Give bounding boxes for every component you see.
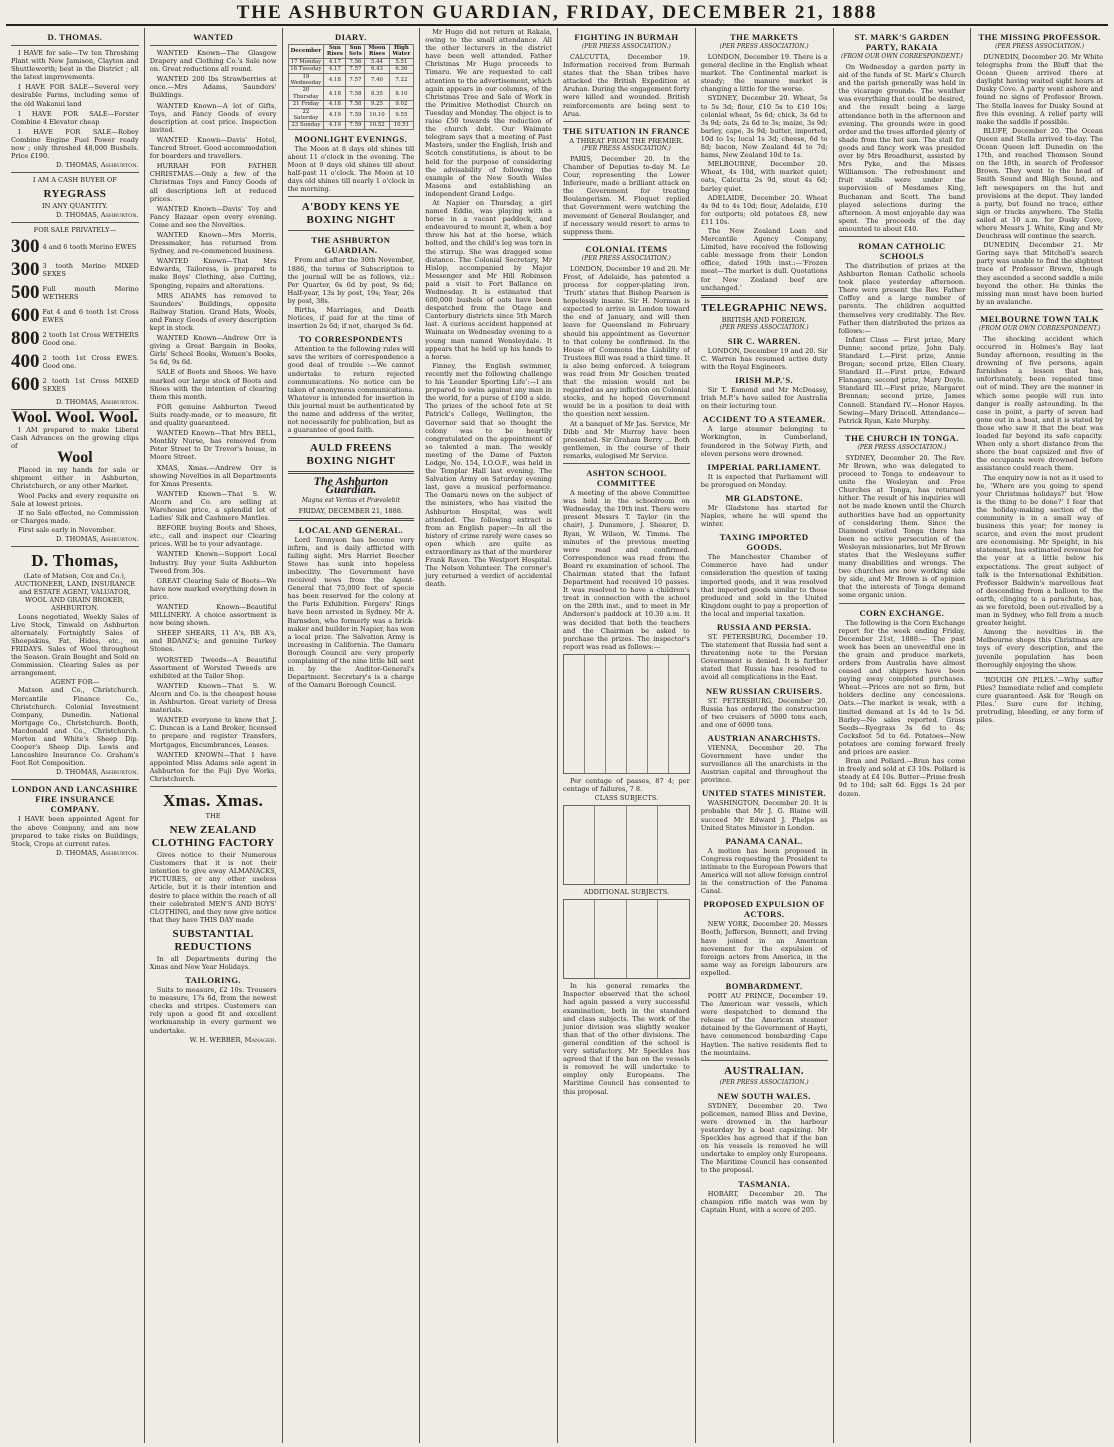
- insurance-heading: LONDON AND LANCASHIRE FIRE INSURANCE COMPANY.: [11, 784, 138, 815]
- russia-heading: RUSSIA AND PERSIA.: [716, 621, 812, 632]
- wool-heading: Wool. Wool. Wool.: [11, 408, 138, 426]
- markets-text: LONDON, December 19. There is a general decline in the English wheat market. The Continental market is steady; the manure market is changing a little for the worse.: [700, 53, 828, 94]
- table-row: 23 Sunday 4.19 7.59 10.52 10.51: [288, 122, 414, 129]
- colonial-text: LONDON, December 19 and 20. Mr Frost, of Adelaide, has patented a process for copper-plating iron. ‘Truth’ states that Bishop Pearson is hopelessly insane. Sir H. Norman is expected to arrive in London toward the end of January, and will then leave for Queensland in February should his appointment as Governor to that colony be confirmed. In the House of Commons the Liability of Trustees Bill was read a third time. It is also being enforced. A telegram was read from Mr Goschen treated that the mission would not be regarded as any infliction on Colonial stocks, and he hoped Government would be in a position to deal with the question next session.: [563, 264, 690, 419]
- wanted-ad: WANTED Known—Davis' Hotel, Tancred Street. Good accommodation for boarders and travellers.: [149, 135, 277, 161]
- markets-heading: THE MARKETS: [730, 32, 799, 42]
- results-table: [563, 654, 690, 774]
- insurance-text: I HAVE been appointed Agent for the above Company, and am now prepared to take risks on Buildings, Stock, Crops at current rates.: [11, 815, 139, 848]
- table-row: 17 Monday 4.17 7.56 5.44 5.51: [288, 58, 414, 65]
- class-subjects-table: [563, 805, 690, 885]
- sheep-item: 300 3 tooth Merino MIXED SEXES: [11, 258, 139, 280]
- column-4: [419, 28, 557, 1443]
- reductions-heading: SUBSTANTIAL REDUCTIONS: [172, 927, 254, 953]
- colonial-heading: COLONIAL ITEMS: [585, 243, 668, 254]
- table-row: 21 Friday 4.18 7.58 9.25 9.02: [288, 101, 414, 108]
- wanted-ad: WANTED Known—A lot of Gifts, Toys, and Fancy Goods of every description at cost price. Inspection invited.: [149, 101, 277, 134]
- wanted-ad: WANTED Known—Mrs Morris, Dressmaker, has returned from Sydney, and re-commenced business.: [149, 230, 277, 256]
- ryegrass-heading: RYEGRASS: [43, 188, 107, 201]
- ad-farms: I HAVE FOR SALE—Several very desirable Farms, including some of the old Wakanui land: [11, 83, 139, 108]
- news-text: Mr Hugo did not return at Rakaia, owing to the small attendance. All the other lecturers in the district have been well attended. Father Christmas Mr Hugo proceeds to Timaru. We are requested to call attention to the advertisement, which again appears in our columns, of the Christmas Tree and Sale of Work in the Primitive Methodist Church on Tuesday and Monday. The object is to raise £50 towards the reduction of the church debt. Our Waimate telegram says that a meeting of Past Masters, under the English, Irish and Scotch constitutions, is about to be held for the purpose of considering the advisability of following the example of the New South Wales Masons and establishing an independent Grand Lodge.: [425, 28, 552, 198]
- table-row: 18 Tuesday 4.17 7.57 6.43 6.36: [288, 66, 414, 73]
- guardian-text: From and after the 30th November, 1886, the terms of Subscription to the journal will be as follows, viz.: Per Quarter, 6s 6d by post, 9s 6d; Half-year, 13s by post, 19s; Year, 26s by post, 38s.: [287, 256, 415, 305]
- wool-advance: I AM prepared to make Liberal Cash Advances on the growing clips of: [11, 425, 139, 451]
- melbourne-text-2: The enquiry now is not as it used to be, ‘Where are you going to spend your Christmas holidays?’ but ‘How is the thing to be done?’ I fear that the holiday-making section of the community is in a small way of business this year; for money is scarce, and even the most prudent are economising. Mr Speight, in his statement, has estimated revenue for the year at a little below his expectations. The great subject of talk is the International Exhibition. Professor Baldwin's marvellous feat of descending from a balloon to the earth, clinging to a parachute, has, as we foretold, been out-rivalled by a man in Sydney, who fell from a much greater height.: [976, 473, 1103, 628]
- fig-note: Per centage of passes, 87 4; per centage of failures, 7 8.: [563, 776, 690, 793]
- tailoring-heading: TAILORING.: [185, 975, 241, 986]
- france-heading: THE SITUATION IN FRANCE: [563, 125, 690, 136]
- wanted-ad: HURRAH FOR FATHER CHRISTMAS.—Only a few of the Christmas Toys and Fancy Goods of all descriptions left at reduced prices.: [149, 162, 277, 203]
- panama-text: A motion has been proposed in Congress requesting the President to intimate to the European Powers that America will not allow foreign control in the construction of the Panama Canal.: [700, 846, 828, 896]
- class-subjects: CLASS SUBJECTS.: [594, 794, 659, 803]
- wanted-ad: SALE of Boots and Shoes. We have marked our large stock of Boots and Shoes with the intention of clearing them this month.: [149, 368, 277, 401]
- tasmania-text: HOBART, December 20. The champion rifle match was won by Captain Hunt, with a score of 205.: [700, 1189, 828, 1214]
- burmah-text: CALCUTTA, December 19. Information received from Burmah states that the Shan tribes have attacked the British Expedition at Aruhan. During the engagement forty were killed and wounded. British reinforcements are being sent to Arua.: [563, 53, 690, 118]
- evenings-text: The Moon at 8 days old shines till about 11 o'clock in the evening. The Moon at 9 days old shines till about half-past 11 o'clock. The Moon at 10 days old shines till nearly 1 o'clock in the morning.: [287, 144, 415, 194]
- tonga-text: SYDNEY, December 20. The Rev. Mr Brown, who was delegated to proceed to Tonga to endeavour to unite the Wesleyan and Free Churches at Tonga, has returned hither. The result of his inquiries will not be made known until the Church authorities have had an opportunity of considering them. Since the Diamond visited Tonga there has been no active persecution of the Wesleyan missionaries, but Mr Brown states that the Wesleyans suffer many disabilities and wrongs. The two churches are now working side by side, and Mr Brown is of opinion that the interests of Tonga demand some organic union.: [838, 453, 966, 600]
- factory-text: Gives notice to their Numerous Customers that it is not their intention to give away ALMANACKS, PICTURES, or any other useless Article, but it is their intention and desire to place within the reach of all their celebrated MEN'S AND BOYS' CLOTHING, and they now give notice that they have THIS DAY made: [149, 851, 277, 924]
- corr-heading: TO CORRESPONDENTS: [298, 334, 403, 345]
- diary-table: December Sun Rises Sun Sets Moon Rises High Water 17 Monday 4.17 7.56 5.44 5.51 18 Tuesday 4.17 7.57 6.43 6.36 19 Wednesday 4.18 7.57 7.40 7.22 20 Thursday 4.18 7.58 8.35 8.10 21 Friday 4.18 7.58 9.25 9.02 22 Saturday 4.19 7.59 10.10 9.55 23 Sunday 4.19 7.59 10.52 10.51: [288, 44, 415, 130]
- tasmania-heading: TASMANIA.: [738, 1178, 791, 1189]
- corr-text: Attention to the following rules will save the writers of correspondence a good deal of trouble :—We cannot undertake to return rejected communications. No notice can be taken of anonymous communications. Whatever is intended for insertion in this journal must be authenticated by the name and address of the writer, not necessarily for publication, but as a guarantee of good faith.: [287, 345, 415, 435]
- fete-sub: (FROM OUR OWN CORRESPONDENT.): [841, 53, 963, 60]
- wanted-ad: WORSTED Tweeds—A Beautiful Assortment of Worsted Tweeds are exhibited at the Tailor Shop.: [149, 655, 277, 680]
- sheep-item: 600 Fat 4 and 6 tooth 1st Cross EWES: [11, 304, 139, 326]
- tonga-heading: THE CHURCH IN TONGA.: [845, 432, 959, 443]
- thomas-sub: (Late of Matson, Cox and Co.),: [23, 572, 126, 581]
- signature: D. THOMAS, Ashburton.: [55, 535, 139, 543]
- column-2: [144, 28, 282, 1443]
- column-6: [695, 28, 833, 1443]
- wool-big: Wool: [57, 449, 93, 467]
- parliament-heading: IMPERIAL PARLIAMENT.: [707, 461, 821, 472]
- nameplate: The Ashburton Guardian.: [313, 474, 389, 497]
- signature: D. THOMAS, Ashburton.: [55, 848, 139, 857]
- bombardment-text: PORT AU PRINCE, December 19. The American war vessels, which were despatched to demand the release of the American steamer detained by the Government of Hayti, have commenced bombarding Cape Haytien. The native residents fled to the mountains.: [700, 991, 828, 1057]
- wanted-ad: WANTED Known—That S. W. Alcorn and Co. are selling at Warehouse price, a splendid lot of Ladies' Silk and Cashmere Mantles.: [149, 489, 277, 523]
- wanted-ad: WANTED everyone to know that J. C. Duncan is a Land Broker, licensed to prepare and register Transfers, Mortgages, Encumbrances, Leases.: [149, 716, 277, 749]
- irish-text: Sir T. Esmond and Mr McDeassy, Irish M.P.'s have sailed for Australia on their lecturing tour.: [700, 386, 828, 411]
- minister-text: WASHINGTON, December 20. It is probable that Mr J. G. Blaine will succeed Mr Edward J. Phelps as United States Minister in London.: [700, 799, 828, 832]
- factory-pre: THE: [205, 811, 221, 820]
- column-1: [6, 28, 144, 1443]
- anarchists-heading: AUSTRIAN ANARCHISTS.: [707, 732, 821, 743]
- ashton-text: A meeting of the above Committee was held in the schoolroom on Wednesday, the 19th inst. There were present Messrs T. Taylor (in the chair), J. Dunsmore, J. Shearer, D. Ryan, W. Wilson, W. Timms. The minutes of the previous meeting were read and confirmed. Correspondence was read from the Board re examination of school. The Chairman stated that the Infant Department had received 10 passes. It was resolved to have a children's treat in connection with the school on the 28th inst., and to meet in Mr Anderson's paddock at 10.30 a.m. It was decided that both the teachers and the Chairman be asked to purchase the prizes. The inspector's report was read as follows:—: [563, 489, 690, 651]
- melbourne-sub: (FROM OUR OWN CORRESPONDENT.): [978, 324, 1101, 332]
- wanted-ad: GREAT Clearing Sale of Boots—We have now marked everything down in price.: [149, 576, 277, 601]
- additional-subjects: ADDITIONAL SUBJECTS.: [583, 888, 670, 897]
- ashton-text-2: In his general remarks the Inspector observed that the school had again passed a very successful examination, both in the standard and class subjects. The work of the junior division was slightly weaker than that of the other divisions. The general condition of the school is very satisfactory. Mr Speckles has agreed that if the ban on the vessels is removed he will undertake to employ only Europeans. The Maritime Council has consented to this proposal.: [563, 982, 690, 1096]
- auld-heading: AULD FREENS BOXING NIGHT: [306, 442, 396, 468]
- sheep-item: 600 2 tooth 1st Cross MIXED SEXES: [11, 373, 139, 395]
- minister-heading: UNITED STATES MINISTER.: [702, 788, 827, 799]
- wanted-ad: WANTED Known—That S. W. Alcorn and Co. is the cheapest house in Ashburton. Great variety of Dress materials.: [149, 681, 277, 715]
- wanted-ad: WANTED Known—Beautiful MILLINERY. A choice assortment is now being shown.: [149, 603, 277, 628]
- sheep-item: 300 4 and 6 tooth Merino EWES: [11, 235, 137, 257]
- bombardment-heading: BOMBARDMENT.: [725, 980, 803, 991]
- columns: [6, 28, 1108, 1443]
- tailoring-text: Suits to measure, £2 10s. Trousers to measure, 17s 6d, from the newest checks and stripes. Customers can rely upon a good fit and excellent workmanship in every garment we undertake.: [149, 986, 277, 1035]
- wanted-ad: MRS ADAMS has removed to Saunders' Buildings, opposite Railway Station. Grand Hats, Wools, and Fancy Goods of every description kept in stock.: [149, 291, 277, 332]
- burmah-sub: (PER PRESS ASSOCIATION.): [581, 43, 671, 50]
- thomas-title: AUCTIONEER, LAND, INSURANCE and ESTATE AGENT, VALUATOR, WOOL AND GRAIN BROKER, ASHBURTON.: [14, 580, 136, 613]
- agent-list: Matson and Co., Christchurch. Mercantile Finance Co., Christchurch. Colonial Investment Company, Dunedin. National Mortgage Co., Christchurch. Booth, Macdonald and Co., Christchurch. Morton and White's Sheep Dip. Cooper's Sheep Dip. Lewis and Lancashire Insurance Co. Graham's Foot Rot Composition.: [11, 686, 139, 768]
- wanted-ad: BEFORE buying Boots and Shoes, etc., call and inspect our Clearing prices. Will be to your advantage.: [149, 524, 277, 549]
- masthead-title: THE ASHBURTON GUARDIAN, FRIDAY, DECEMBER 21, 1888: [236, 2, 878, 23]
- telegraphic-sub: BRITISH AND FOREIGN.: [721, 315, 807, 324]
- accident-text: A large steamer belonging to Workington, in Cumberland, foundered in the Solway Firth, and eleven persons were drowned.: [700, 425, 828, 458]
- ashton-heading: ASHTON SCHOOL COMMITTEE: [586, 468, 667, 489]
- boxing-heading: A'BODY KENS YE BOXING NIGHT: [301, 201, 401, 227]
- ryegrass-line-3: IN ANY QUANTITY.: [42, 202, 108, 211]
- wanted-heading: WANTED: [193, 32, 234, 42]
- column-8: [970, 28, 1108, 1443]
- wanted-ad: WANTED Known—That Mrs Edwards, Tailoress, is prepared to make Boys' Clothing, also Cutting, Sponging, repairs and alterations.: [149, 257, 277, 290]
- expulsion-heading: PROPOSED EXPULSION OF ACTORS.: [703, 899, 825, 920]
- telegraphic-sub-2: (PER PRESS ASSOCIATION.): [719, 323, 809, 331]
- wool-text: Placed in my hands for sale or shipment either in Ashburton, Christchurch, or any other Market.: [11, 466, 139, 491]
- local-heading: LOCAL AND GENERAL.: [298, 524, 404, 535]
- evenings-heading: MOONLIGHT EVENINGS.: [294, 133, 408, 144]
- catholic-heading: ROMAN CATHOLIC SCHOOLS: [858, 240, 946, 261]
- corn-heading: CORN EXCHANGE.: [859, 607, 945, 618]
- sheep-item: 500 Full mouth Merino WETHERS: [11, 281, 139, 303]
- wool-text-2: Wool Packs and every requisite on Sale at lowest prices.: [11, 491, 139, 508]
- australian-sub: (PER PRESS ASSOCIATION.): [719, 1078, 809, 1086]
- sheep-item: 800 2 tooth 1st Cross WETHERS Good one.: [11, 327, 139, 349]
- wanted-ad: WANTED Known—Support Local Industry. Buy your Suits Ashburton Tweed from 30s.: [149, 550, 277, 575]
- warren-text: LONDON, December 19 and 20. Sir C. Warren has resumed active duty with the Royal Engineers.: [700, 346, 828, 371]
- australian-heading: AUSTRALIAN.: [724, 1064, 805, 1077]
- france-sub-2: (PER PRESS ASSOCIATION.): [581, 144, 671, 152]
- agent-heading: AGENT FOR—: [50, 678, 100, 687]
- guardian-heading: THE ASHBURTON GUARDIAN.: [311, 235, 391, 256]
- fete-heading: ST. MARK'S GARDEN PARTY, RAKAIA: [854, 32, 950, 52]
- wool-text-3: If no Sale effected, no Commission or Charges made.: [11, 508, 139, 525]
- professor-sub: (PER PRESS ASSOCIATION.): [995, 43, 1085, 50]
- france-text: PARIS, December 20. In the Chamber of Deputies to-day M. Le Cour, representing the Lower Inferieure, made a brilliant attack on the Government for treating Boulangerism. M. Floquet replied that Government were watching the movement of General Boulanger, and if necessary would resort to arms to suppress them.: [563, 154, 690, 236]
- xmas-heading: Xmas. Xmas.: [162, 790, 264, 810]
- nsw-heading: NEW SOUTH WALES.: [717, 1090, 811, 1101]
- warren-heading: SIR C. WARREN.: [727, 335, 801, 346]
- wanted-ad: WANTED Known—That Mrs BELL, Monthly Nurse, has removed from Peter Street to Dr Trevor's house, in Moore Street.: [149, 429, 277, 462]
- signature: D. THOMAS, Ashburton.: [55, 161, 139, 170]
- table-row: 20 Thursday 4.18 7.58 8.35 8.10: [288, 87, 414, 101]
- markets-sub: (PER PRESS ASSOCIATION.): [719, 43, 809, 50]
- sheep-item: 400 2 tooth 1st Cross EWES. Good one.: [11, 350, 139, 372]
- piles-ad: ‘ROUGH ON PILES.’—Why suffer Piles? Immediate relief and complete cure guaranteed. Ask for ‘Rough on Piles.’ Sure cure for itching, protruding, bleeding, or any form of piles.: [976, 675, 1103, 725]
- sale-heading: FOR SALE PRIVATELY—: [33, 225, 117, 234]
- gladstone-heading: MR GLADSTONE.: [725, 492, 803, 503]
- factory-text-2: In all Departments during the Xmas and New Year Holidays.: [149, 954, 277, 971]
- guardian-text-2: Births, Marriages, and Death Notices, if paid for at the time of insertion 2s 6d; if not, charged 3s 6d.: [287, 306, 415, 331]
- nsw-text: SYDNEY, December 20. Two policemen, named Bliss and Devine, were drowned in the harbour yesterday by a boat capsizing. Mr Speckles has agreed that if the ban on his vessels is removed he will undertake to employ only Europeans. The Maritime Council has consented to the proposal.: [700, 1101, 828, 1175]
- additional-subjects-table: [563, 899, 690, 979]
- fete-text: On Wednesday a garden party in aid of the funds of St. Mark's Church and the parish generally was held in the vicarage grounds. The weather was everything that could be desired, and the result being a large attendance both in the afternoon and evening. The grounds were in good order and the trees afforded plenty of shade from the hot sun. The stall for goods and fancy work was presided over by Mrs Broadhurst, assisted by Mrs Pyke, and the Misses Williamson. The refreshment and fruit stalls were under the supervision of Mesdames King, Buchanan and Scott. The band played selections during the afternoon. A most enjoyable day was spent. The proceeds of the day amounted to about £40.: [838, 63, 966, 233]
- news-text-2: At Napier on Thursday, a girl named Eddie, was playing with a horse in a vacant paddock, and endeavoured to mount it, when a boy threw his hat at the horse, which bolted, and the child's leg was torn in the stirrup. She was dragged some distance. The Colonial Secretary, Mr Hislop, accompanied by Major Messenger and Mr Hill Robinson paid a visit to Fort Ballance on Wednesday. It is estimated that 600,000 bushels of oats have been despatched from the Otago and Canterbury districts since 5th March last. A curious accident happened at Waimate on Wednesday evening to a young man named Wensleydale. It appears that he held up his hands to a horse.: [425, 198, 552, 361]
- colonial-text-2: At a banquet of Mr Jas. Service, Mr Dibb and Mr Murray have been presented. Sir Graham Berry ... Both gentlemen, in the course of their remarks, eulogised Mr Service.: [563, 419, 690, 460]
- markets-text-5: The New Zealand Loan and Mercantile Agency Company, Limited, have received the following cable message from their London office, dated 19th inst.:—‘Frozen meat—The market is dull. Quotations for New Zealand beef are unchanged.’: [700, 226, 828, 292]
- colonial-sub: (PER PRESS ASSOCIATION.): [581, 254, 671, 262]
- melbourne-text-3: Among the novelties in the Melbourne shops this Christmas are toys of every description, and the juvenile population has been thoroughly enjoying the show.: [976, 628, 1103, 669]
- wanted-ad: FOR genuine Ashburton Tweed Suits ready-made, or to measure, fit and quality guaranteed.: [149, 402, 277, 428]
- markets-text-2: SYDNEY, December 20. Wheat, 5s to 5s 3d; flour, £10 5s to £10 10s; colonial wheat, 5s 6d; chick, 3s 6d to 3s 9d; oats, 2s 6d to 3s; maize, 3s 9d; barley, cape, 3s 9d; butter, imported, 10d to 1s; local 1s 3d; cheese, 6d to 8d; bacon, New Zealand 4d to 7d; hams, New Zealand 10d to 1s.: [700, 94, 828, 160]
- wool-text-4: First sale early in November.: [18, 525, 116, 534]
- corn-text-2: Bran and Pollard.—Bran has come in freely and sold at £3 10s. Pollard is steady at £4 10s. Butter—Prime fresh 9d to 10d; salt 6d. Eggs 1s 2d per dozen.: [838, 757, 966, 798]
- professor-text-3: DUNEDIN, December 21. Mr Goring says that Mitchell's search party was unable to find the slightest trace of Professor Brown, though they ascended a second saddle a mile beyond the other. He thinks the missing man must have been buried by an avalanche.: [976, 241, 1103, 306]
- wanted-ad: WANTED 200 lbs Strawberries at once.—Mrs Adams, Saunders' Buildings.: [149, 75, 277, 100]
- france-sub: A THREAT FROM THE PREMIER.: [569, 136, 684, 145]
- markets-text-4: ADELAIDE, December 20. Wheat 4s 9d to 4s 10d; flour, Adelaide, £10 for outports; old potatoes £8, new £11 10s.: [700, 193, 828, 226]
- expulsion-text: NEW YORK, December 20. Messrs Booth, Jefferson, Bennett, and Irving have joined in an American movement for the expulsion of foreign actors from America, in the same way as foreign labourers are expelled.: [700, 920, 828, 977]
- tonga-sub: (PER PRESS ASSOCIATION.): [857, 443, 947, 451]
- date-line: FRIDAY, DECEMBER 21, 1888.: [298, 506, 404, 515]
- accident-heading: ACCIDENT TO A STEAMER.: [702, 414, 826, 425]
- professor-text-2: BLUFF, December 20. The Ocean Queen and Stella arrived to-day. The Ocean Queen left Dunedin on the 17th, and reached Thomson Sound on the 18th, in search of Professor Brown. They went to the head of Smith Sound and Bligh Sound, and left newspapers on the hut and provisions at the depot. They landed a party, but found no trace, either sign or tracks anywhere. The Stella sailed at 10 a.m. for Dusky Cove, where Messrs J. White, King and Mr Deuchrass will continue the search.: [976, 126, 1103, 241]
- masthead: [6, 4, 1108, 26]
- ryegrass-line-1: I AM A CASH BUYER OF: [32, 176, 117, 185]
- column-3: [282, 28, 420, 1443]
- motto: Magna est Veritas et Prævalebit: [301, 496, 400, 504]
- anarchists-text: VIENNA, December 20. The Government have under the surveillance all the anarchists in the Austrian capital and throughout the province.: [700, 743, 828, 785]
- burmah-heading: FIGHTING IN BURMAH: [574, 32, 679, 42]
- column-7: [833, 28, 971, 1443]
- melbourne-text: The shocking accident which occurred in Holmes's Bay last Sunday afternoon, resulting in the drowning of five persons, again furnishes a lesson that has, unfortunately, been repeated time out of mind. They are the manner in which some people will run into danger is really astounding. In the case in point, a party of seven had gone out in a boat, and it is stated by those who saw it that the boat was loaded far beyond its safe capacity. When only a short distance from the shore the boat capsized and five of the occupants were drowned before assistance could reach them.: [976, 334, 1103, 473]
- catholic-text-2: Infant Class — First prize, Mary Dunne; second prize, John Daly. Standard I.—First prize, Annie Brogan; second prize, Ellen Cleary. Standard II.—First prize, Edward Flanagan; second prize, Mary Doyle. Standard III.—First prize, Margaret Brennan; second prize, James Connell. Standard IV.—Honor Hayes. Sewing—Mary Driscoll. Attendance—Patrick Ryan, Kate Murphy.: [838, 335, 966, 425]
- taxing-text: The Manchester Chamber of Commerce have had under consideration the question of taxing imported goods, and it was resolved that imported goods similar to those produced and sold in the United Kingdom ought to pay a proportion of the local and imperial taxation.: [700, 553, 828, 618]
- thomas-heading: D. Thomas,: [31, 551, 119, 571]
- signature: D. THOMAS, Ashburton.: [55, 768, 139, 777]
- markets-text-3: MELBOURNE, December 20. Wheat, 4s 10d, with market quiet; oats, Calcutta 2s 9d, stout 4s 6d; barley quiet.: [700, 160, 828, 193]
- wanted-ad: WANTED KNOWN—That I have appointed Miss Adams sole agent in Ashburton for the Fuji Dye Works, Christchurch.: [149, 750, 277, 783]
- news-text-3: Finney, the English swimmer, recently met the following challenge to his ‘Leander Sporting Life’:—I am prepared to swim against any man in the world, for a purse of £100 a side. The prizes of the school fete at St Patrick's College, Wellington, the Governor said that so thought the colony was to be heartily congratulated on the appointment of so talented a man. The weekly meeting of the Dame of Paxton Lodge, No. 154, I.O.O.F., was held in the Templar Hall last evening. The Salvation Army on Saturday evening last, gave a musical performance. The Oamaru news on the subject of the ministers, who has visited the Ashburton Hospital, was well attended. The following extract is from an English paper:—In all the history of crime rarely were cases so open which are quite as extraordinary as that of the murderer Frank Raven. The Westport Hospital. The Nelson Volunteer. The coroner's jury returned a verdict of accidental death.: [425, 361, 552, 589]
- panama-heading: PANAMA CANAL.: [725, 835, 803, 846]
- signature: D. THOMAS, Ashburton.: [55, 210, 139, 219]
- gladstone-text: Mr Gladstone has started for Naples, where he will spend the winter.: [700, 503, 828, 529]
- wanted-ad: WANTED Known—The Glasgow Drapery and Clothing Co.'s Sale now on. Great reductions all round.: [149, 49, 277, 74]
- cruisers-text: ST. PETERSBURG, December 20. Russia has ordered the construction of two cruisers of 5000 tons each, and one of 6000 tons.: [700, 696, 828, 729]
- ad-combine: I HAVE FOR SALE—Forster Combine 4 Elevator cheap: [11, 109, 139, 126]
- irish-heading: IRISH M.P.'S.: [735, 375, 794, 386]
- sheep-list: [11, 237, 139, 395]
- taxing-heading: TAXING IMPORTED GOODS.: [719, 532, 809, 553]
- local-text: Lord Tennyson has become very infirm, and is daily afflicted with failing sight. Mrs Harriet Beecher Stowe has sunk into hopeless imbecility. The Government have received news from the Agent-General that 75,000 feet of specie has been reserved for the colony at the Paris Exhibition. Forgers' Rings have been arrested in Sydney. Mr A. Barnsden, who formerly was a brick-maker and builder in Napier, has won a local prize. The Salvation Army is increasing in California. The Oamaru Borough Council are very properly complaining of the nine little bill sent in by the Auditor-General's Department. Secretary's is a charge of the Oamaru Borough Council.: [287, 535, 415, 690]
- diary-heading: DIARY.: [335, 32, 367, 42]
- table-row: 19 Wednesday 4.18 7.57 7.40 7.22: [288, 73, 414, 87]
- catholic-text: The distribution of prizes at the Ashburton Roman Catholic schools took place yesterday afternoon. There were present the Rev. Father Coffey and a large number of parents. The children acquitted themselves very creditably. The Rev. Father then distributed the prizes as follows:—: [838, 261, 966, 335]
- ad-engine: I HAVE FOR SALE—Robey Combine Engine Fuel Power ready now ; only threshed 48,000 Bushels. Price £190.: [11, 127, 139, 161]
- melbourne-heading: MELBOURNE TOWN TALK: [980, 313, 1099, 324]
- ad-threshing: I HAVE for sale—Tw ten Threshing Plant with New Jamison, Clayton and Shuttleworth; best in the District ; all the latest improvements.: [11, 49, 139, 82]
- telegraphic-heading: TELEGRAPHIC NEWS.: [701, 301, 828, 314]
- professor-heading: THE MISSING PROFESSOR.: [978, 32, 1101, 42]
- russia-text: ST. PETERSBURG, December 19. The statement that Russia had sent a threatening note to the Persian Government is denied. It is further stated that Russia has resolved to avoid all complications in the East.: [700, 632, 828, 682]
- col1-heading: D. THOMAS.: [47, 32, 103, 42]
- thomas-services: Loans negotiated, Weekly Sales of Live Stock, Tinwald on Ashburton alternately. Fortnightly Sales of Sheepskins, Fat, Hides, etc., on FRIDAYS. Sales of Wool throughout the Season. Grain Bought and Sold on Commission. Clearing Sales as per arrangement.: [11, 612, 139, 678]
- factory-name: NEW ZEALAND CLOTHING FACTORY: [151, 824, 275, 850]
- wanted-ad: WANTED Known—Davis' Toy and Fancy Bazaar open every evening. Come and see the Novelties.: [149, 204, 277, 229]
- cruisers-heading: NEW RUSSIAN CRUISERS.: [705, 685, 823, 696]
- signature: W. H. WEBBER, Manager.: [189, 1035, 277, 1044]
- signature: D. THOMAS, Ashburton.: [55, 397, 139, 406]
- wanted-ad: WANTED Known—Andrew Orr is giving a Great Bargain in Books, Girls' School Books, Women's Books, 5s 6d, 9s 6d.: [149, 334, 277, 367]
- professor-text: DUNEDIN, December 20. Mr White telegraphs from the Bluff that the Ocean Queen arrived there at daylight having waited sight hours at Dusky Cove. A party went ashore and found no signs of Professor Brown. The Stella leaves for Dusky Sound at five this evening. A relief party will make the saddle if possible.: [976, 53, 1103, 126]
- wanted-ad: XMAS, Xmas.—Andrew Orr is showing Novelties in all Departments for Xmas Presents.: [149, 463, 277, 488]
- corn-text: The following is the Corn Exchange report for the week ending Friday, December 21st, 1888:— The past week has been an uneventful one in the grain and produce markets, orders from Australia have almost ceased and shippers have been paying away completed purchases. Wheat.—Prices are not so firm, but holders decline any concessions. Oats.—The market is weak, with a limited demand at 1s 4d to 1s 5d. Barley—No sales reported. Grass Seeds—Ryegrass 3s 6d to 4s; Cocksfoot 5d to 6d. Potatoes—New potatoes are coming forward freely and prices are easier.: [838, 618, 966, 757]
- parliament-text: It is expected that Parliament will be prorogued on Monday.: [700, 472, 828, 489]
- column-5: [557, 28, 695, 1443]
- wanted-ad: SHEEP SHEARS, 11 A's, BB A's, and BDANZ's; and genuine Turkey Stones.: [149, 629, 277, 654]
- table-row: 22 Saturday 4.19 7.59 10.10 9.55: [288, 108, 414, 122]
